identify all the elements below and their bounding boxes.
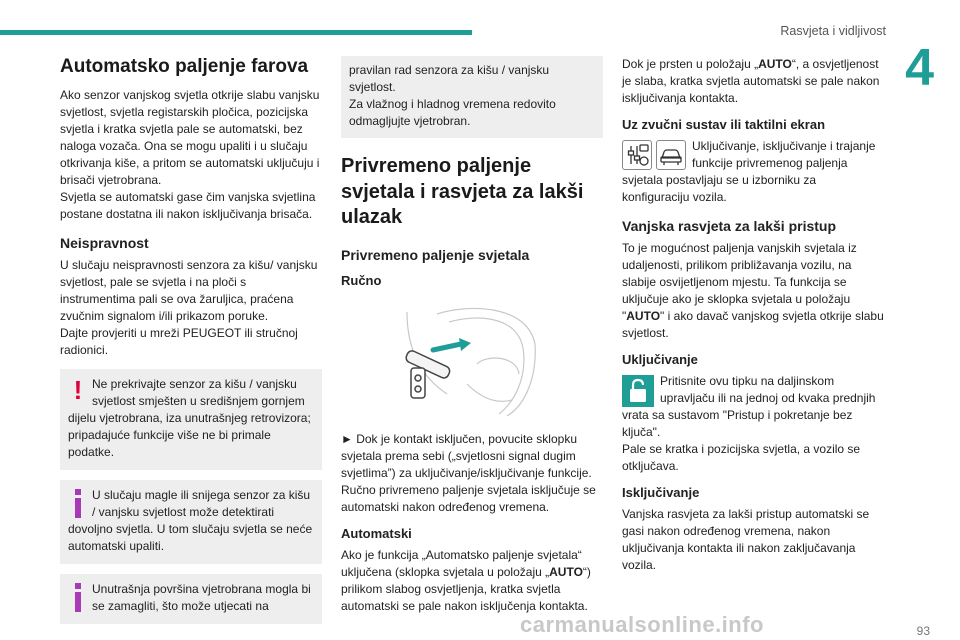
- subsection-title-temporary-lighting: Privremeno paljenje svjetala: [341, 246, 530, 263]
- info-box-continued: [341, 56, 603, 138]
- touchscreen-config-block: [622, 138, 884, 206]
- manual-auto-off-text: Ručno privremeno paljenje svjetala isključuje se automatski nakon određenog vremena.: [341, 482, 596, 514]
- activation-block: [622, 373, 884, 475]
- fault-heading: Neispravnost: [60, 234, 149, 251]
- automatic-text: Ako je funkcija „Automatsko paljenje svjetala“ uključena (sklopka svjetala u položaju „AUTO“) prilikom slabog osvjetljenja, kratka svjetla automatski se pale nakon isključenja kontakta.: [341, 547, 591, 613]
- auto-headlights-intro: Ako senzor vanjskog svjetla otkrije slabu vanjsku svjetlost, svjetla registarskih pločica, pozicijska svjetla i kratka svjetla pale se automatski, bez naloga vozača. Ona se mogu upaliti i u slučaju otkrivanja kiše, a pritom se automatski uključuju i brisači vjetrobrana.: [60, 87, 320, 187]
- fault-text: U slučaju neispravnosti senzora za kišu/ vanjsku svjetlost, pale se svjetla i na ploči s instrumentima pali se ova žaruljica, praćena zvučnim signalom i/ili prikazom poruke.: [60, 257, 318, 323]
- fault-text-2: Dajte provjeriti u mreži PEUGEOT ili stručnoj radionici.: [60, 325, 298, 357]
- light-stalk-illustration: [387, 304, 537, 416]
- column-left: [60, 56, 322, 634]
- automatic-heading: Automatski: [341, 525, 412, 541]
- warning-text: Ne prekrivajte senzor za kišu / vanjsku svjetlost smješten u središnjem gornjem dijelu vjetrobrana, iza unutrašnjeg retrovizora; pripadajuće funkcije više ne bi primale podatke.: [68, 376, 311, 459]
- section-title-auto-headlights: Automatsko paljenje farova: [60, 56, 309, 77]
- auto-headlights-intro-2: Svjetla se automatski gase čim vanjska svjetlina postane dostatna ili nakon isključivanja brisača.: [60, 189, 316, 221]
- column-middle: [341, 56, 603, 615]
- activation-text-2: Pale se kratka i pozicijska svjetla, a vozilo se otključava.: [622, 442, 861, 473]
- manual-heading: Ručno: [341, 272, 382, 288]
- audio-touchscreen-heading: Uz zvučni sustav ili taktilni ekran: [622, 117, 826, 132]
- column-right: [622, 56, 884, 574]
- settings-sliders-icon: [622, 140, 652, 170]
- car-icon: [656, 140, 686, 170]
- continued-text: pravilan rad senzora za kišu / vanjsku svjetlost.: [349, 63, 550, 94]
- info-icon: [68, 581, 88, 613]
- info-fog-text: U slučaju magle ili snijega senzor za kišu / vanjsku svjetlost može detektirati dovoljno svjetla. U tom slučaju svjetla se neće automatski upaliti.: [68, 487, 313, 553]
- watermark: carmanualsonline.info: [520, 612, 764, 637]
- touchscreen-icons: [622, 140, 686, 170]
- deactivation-heading: Isključivanje: [622, 485, 700, 500]
- info-box-windshield: [60, 574, 322, 624]
- auto-ring-text: Dok je prsten u položaju „AUTO“, a osvjetljenost je slaba, kratka svjetla automatski se pale nakon isključivanja kontakta.: [622, 57, 880, 105]
- warning-exclamation-icon: !: [73, 374, 83, 405]
- activation-heading: Uključivanje: [622, 352, 698, 367]
- info-icon: [68, 487, 88, 519]
- header-accent-bar: [0, 30, 472, 35]
- unlock-padlock-icon: [622, 375, 654, 407]
- warning-box: [60, 369, 322, 470]
- welcome-lighting-heading: Vanjska rasvjeta za lakši pristup: [622, 218, 837, 234]
- info-windshield-text: Unutrašnja površina vjetrobrana mogla bi se zamagliti, što može utjecati na: [92, 581, 311, 613]
- continued-text-2: Za vlažnog i hladnog vremena redovito odmagljujte vjetrobran.: [349, 97, 556, 128]
- chapter-number: 4: [905, 39, 934, 97]
- manual-instruction: ► Dok je kontakt isključen, povucite sklopku svjetala prema sebi („svjetlosni signal dugim svjetlima”) za uključivanje/isključivanje funkcije.: [341, 431, 592, 480]
- touchscreen-config-text: Uključivanje, isključivanje i trajanje funkcije privremenog paljenja svjetala postavljaju se u izborniku za konfiguraciju vozila.: [622, 139, 876, 204]
- welcome-lighting-text: To je mogućnost paljenja vanjskih svjetala iz udaljenosti, prilikom približavanja vozilu, na slabije osvijetljenom mjestu. Ta funkcija se uključuje ako je sklopka svjetala u položaju "AUTO" i ako davač vanjskog svjetla otkrije slabu svjetlost.: [622, 241, 884, 340]
- info-box-fog: [60, 480, 322, 564]
- page-number: 93: [916, 624, 930, 638]
- deactivation-text: Vanjska rasvjeta za lakši pristup automatski se gasi nakon određenog vremena, nakon uključivanja kontakta ili nakon zaključavanja vozila.: [622, 507, 870, 572]
- section-title-follow-me-home: Privremeno paljenje svjetala i rasvjeta za lakši ulazak: [341, 155, 584, 229]
- activation-text: Pritisnite ovu tipku na daljinskom upravljaču ili na jednoj od kvaka prednjih vrata sa sustavom "Pristup i pokretanje bez ključa".: [622, 374, 876, 439]
- chapter-title: Rasvjeta i vidljivost: [780, 24, 886, 38]
